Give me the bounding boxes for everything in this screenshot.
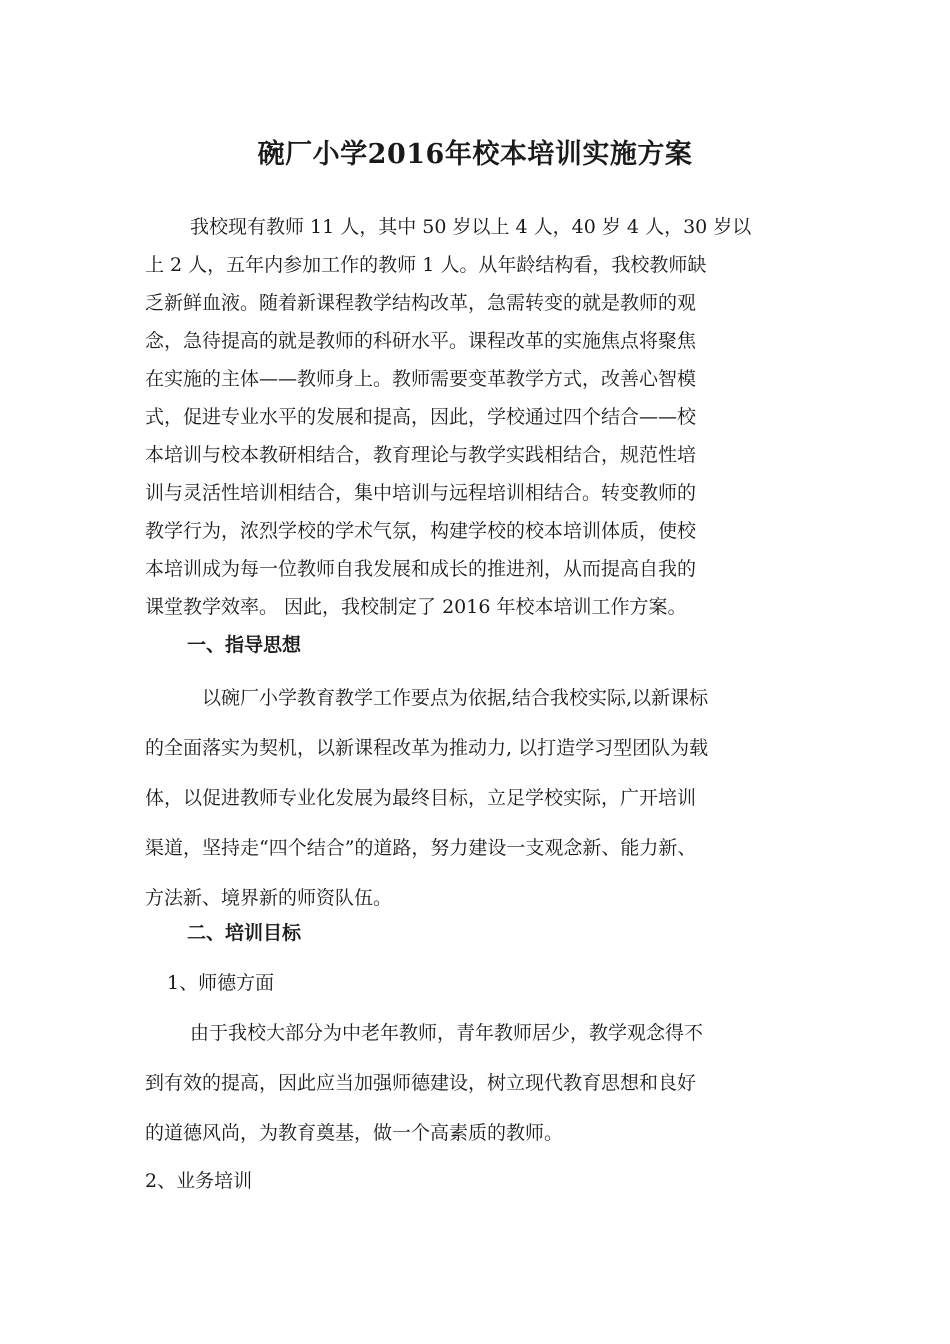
intro-line: 我校现有教师 11 人，其中 50 岁以上 4 人，40 岁 4 人，30 岁以: [190, 216, 752, 238]
intro-line: 上 2 人，五年内参加工作的教师 1 人。从年龄结构看，我校教师缺: [145, 254, 707, 276]
intro-line: 课堂教学效率。 因此，我校制定了 2016 年校本培训工作方案。: [145, 596, 687, 618]
intro-line: 教学行为，浓烈学校的学术气氛，构建学校的校本培训体质，使校: [145, 520, 697, 542]
subsection-heading-business-training: 2、业务培训: [145, 1170, 253, 1192]
subsection1-line: 到有效的提高，因此应当加强师德建设，树立现代教育思想和良好: [145, 1072, 697, 1094]
intro-line: 本培训与校本教研相结合，教育理论与教学实践相结合，规范性培: [145, 444, 697, 466]
section1-line: 方法新、境界新的师资队伍。: [145, 887, 393, 909]
section1-line: 的全面落实为契机，以新课程改革为推动力, 以打造学习型团队为载: [145, 737, 709, 759]
section1-line: 以碗厂小学教育教学工作要点为依据,结合我校实际,以新课标: [202, 687, 709, 709]
intro-line: 式，促进专业水平的发展和提高，因此，学校通过四个结合——校: [145, 406, 697, 428]
subsection1-line: 由于我校大部分为中老年教师，青年教师居少，教学观念得不: [190, 1022, 704, 1044]
section1-line: 体，以促进教师专业化发展为最终目标，立足学校实际，广开培训: [145, 787, 697, 809]
subsection-heading-ethics: 1、师德方面: [167, 972, 275, 994]
intro-line: 念，急待提高的就是教师的科研水平。课程改革的实施焦点将聚焦: [145, 330, 697, 352]
intro-line: 本培训成为每一位教师自我发展和成长的推进剂，从而提高自我的: [145, 558, 697, 580]
document-title: 碗厂小学2016年校本培训实施方案: [257, 139, 693, 170]
intro-line: 训与灵活性培训相结合，集中培训与远程培训相结合。转变教师的: [145, 482, 697, 504]
section-heading-guiding-ideology: 一、指导思想: [187, 634, 302, 656]
intro-line: 在实施的主体——教师身上。教师需要变革教学方式，改善心智模: [145, 368, 697, 390]
section1-line: 渠道，坚持走“四个结合”的道路，努力建设一支观念新、能力新、: [145, 837, 697, 859]
section-heading-training-goals: 二、培训目标: [187, 922, 302, 944]
subsection1-line: 的道德风尚，为教育奠基，做一个高素质的教师。: [145, 1122, 564, 1144]
intro-line: 乏新鲜血液。随着新课程教学结构改革，急需转变的就是教师的观: [145, 292, 697, 314]
